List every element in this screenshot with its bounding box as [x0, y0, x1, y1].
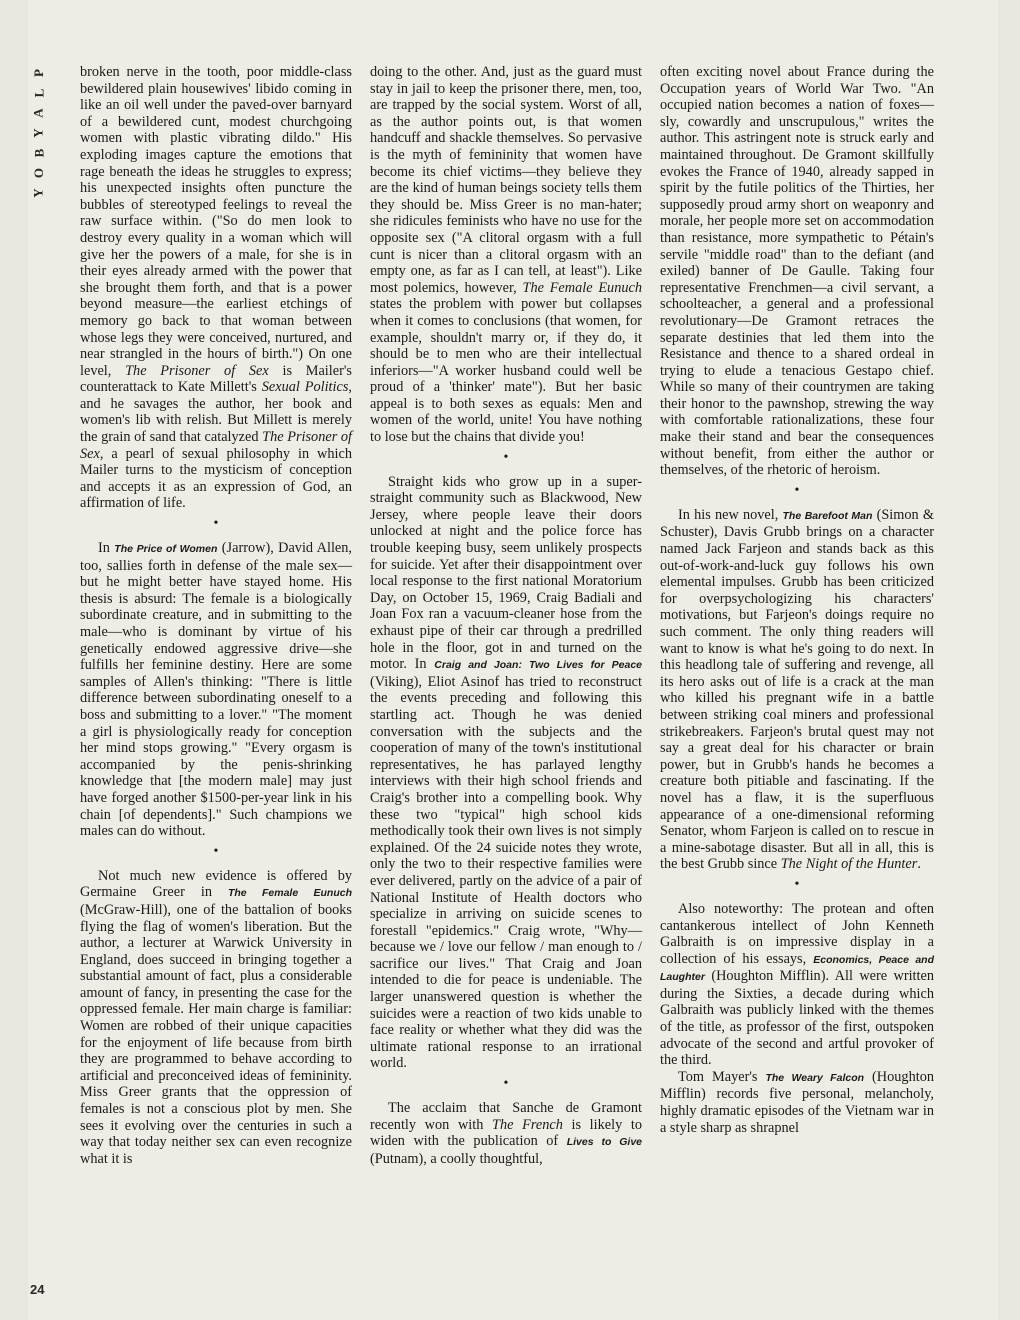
masthead-letter: Y — [30, 188, 46, 198]
paragraph: broken nerve in the tooth, poor middle-class bewildered plain housewives' libido coming in like an oil well under the paved-over barnyard of a bewildered cunt, modest churchgoing women with plastic vibrating dildo." His exploding images capture the emotions that rage beneath the ideas he struggles to express; his unexpected insights often puncture the bubbles of stereotyped feelings to reveal the raw surface within. ("So do men look to destroy every quality in a woman which will give her the powers of a male, for she is in their eyes already armed with the power that she brought them forth, and that is a power beyond measure—the earliest etchings of memory go back to that woman between whose legs they were conceived, nurtured, and near strangled in the hours of birth.") On one level, The Prisoner of Sex is Mailer's counterattack to Kate Millett's Sexual Politics, and he savages the author, her book and women's lib with relish. But Millett is merely the grain of sand that catalyzed The Prisoner of Sex, a pearl of sexual philosophy in which Mailer turns to the mysticism of conception and accepts it as an expression of God, an affirmation of life. — [80, 64, 353, 512]
masthead-letter: P — [30, 69, 46, 77]
book-title: Economics, Peace and Laughter — [660, 953, 934, 984]
text-column-1 — [80, 64, 352, 1167]
book-title: The Barefoot Man — [782, 509, 873, 522]
paragraph: Also noteworthy: The protean and often cantankerous intellect of John Kenneth Galbraith is on impressive display in a collection of his essays, Economics, Peace and Laughter (Houghton Mifflin). All were written during the Sixties, a decade during which Galbraith was publicly linked with the themes of the title, as professor of the first, outspoken advocate of the second and artful provoker of the third. — [660, 900, 934, 1069]
book-title: The Female Eunuch — [227, 887, 352, 900]
paragraph: In his new novel, The Barefoot Man (Simon & Schuster), Davis Grubb brings on a character named Jack Farjeon and stands back as this out-of-work-and-luck guy follows his own elemental impulses. Grubb has been criticized for overpsychologizing his characters' motivations, but Farjeon's doings require no such comment. The only thing readers will want to know is what he's going to do next. In this headlong tale of suffering and revenge, all its hero asks out of life is a crack at the man who killed his pregnant wife in a battle between striking coal miners and professional strikebreakers. Farjeon's brutal quest may not say a great deal for his character or brain power, but in Grubb's hands he becomes a creature both pitiable and fascinating. If the novel has a flaw, it is the superfluous appearance of a one-dimensional reforming Senator, whom Farjeon is called on to rescue in a mine-sabotage disaster. But all in all, this is the best Grubb since The Night of the Hunter. — [660, 506, 935, 873]
book-title: Lives to Give — [566, 1136, 642, 1149]
text-column-2 — [370, 64, 642, 1167]
paragraph: Not much new evidence is offered by Germaine Greer in The Female Eunuch (McGraw-Hill), one of the battalion of books flying the flag of women's liberation. But the author, a lecturer at Warwick University in England, does succeed in bringing together a substantial amount of fact, plus a considerable amount of fancy, in presenting the case for the oppressed female. Her main charge is familiar: Women are robbed of their unique capacities for the enjoyment of life because from birth they are programmed to behave according to artificial and preconceived ideas of femininity. Miss Greer grants that the oppression of females is not a conscious plot by men. She sees it evolving over the centuries in such a way that today neither sex can even recognize what it is — [80, 867, 352, 1167]
section-separator: • — [794, 876, 800, 892]
section-separator: • — [503, 449, 509, 465]
masthead-letter: O — [31, 167, 46, 179]
section-separator: • — [794, 482, 800, 498]
text-column-3 — [660, 64, 934, 1136]
book-title: The Night of the Hunter — [780, 856, 918, 873]
paragraph: The acclaim that Sanche de Gramont recently won with The French is likely to widen with the publication of Lives to Give (Putnam), a coolly thoughtful, — [370, 1100, 642, 1167]
book-title: The French — [492, 1116, 563, 1133]
book-title: The Weary Falcon — [765, 1071, 865, 1084]
paragraph: In The Price of Women (Jarrow), David Allen, too, sallies forth in defense of the male sex—but he might better have stayed home. His thesis is absurd: The female is a biologically subordinate creature, and in submitting to the male—who is dominant by virtue of his genetically endowed aggressive drive—she fulfills her feminine destiny. Here are some samples of Allen's thinking: "There is little difference between subordinating oneself to a boss and submitting to a lover." "The moment a girl is physiologically ready for conception her mind stops growing." "Every orgasm is accompanied by the penis-shrinking knowledge that [the modern male] may just have forged another $1500-per-year link in his chain [of dependents]." Such champions we males can do without. — [80, 540, 352, 840]
book-title: Craig and Joan: Two Lives for Peace — [434, 659, 643, 672]
book-title: The Prisoner of Sex — [125, 362, 269, 379]
paragraph: doing to the other. And, just as the guard must stay in jail to keep the prisoner there, men, too, are trapped by the social system. Worst of all, as the author points out, is that women handcuff and shackle themselves. So pervasive is the myth of femininity that women have become its chief victims—they believe they are the kind of human beings society tells them they should be. Miss Greer is no man-hater; she ridicules feminists who have no use for the opposite sex ("A clitoral orgasm with a full cunt is nicer than a clitoral orgasm with an empty one, as far as I can tell, at least"). Like most polemics, however, The Female Eunuch states the problem with power but collapses when it comes to conclusions (that women, for example, shouldn't marry or, if they do, it should be to men who are their intellectual inferiors—"A worker husband could well be proud of a 'thinker' mate"). But her basic appeal is to both sexes as equals: Men and women of the world, unite! You have nothing to lose but the chains that divide you! — [370, 64, 642, 446]
page-number: 24 — [30, 1282, 45, 1297]
book-title: The Female Eunuch — [522, 279, 642, 296]
paragraph: often exciting novel about France during the Occupation years of World War Two. "An occupied nation becomes a nation of foxes—sly, cowardly and unscrupulous," writes the author. This astringent note is struck early and maintained throughout. De Gramont skillfully evokes the France of 1940, already sapped in spirit by the futile politics of the Thirties, her supposedly proud army short on weaponry and morale, her people more set on accommodation than resistance, more sympathetic to Pétain's servile "middle road" than to the defiant (and exiled) banner of De Gaulle. Taking four representative Frenchmen—a civil servant, a schoolteacher, a general and a professional revolutionary—De Gramont retraces the separate destinies that led them into the Resistance and thence to a shared ordeal in trying to elude a tenacious Gestapo chief. While so many of their countrymen are taking their honor to the pawnshop, strewing the way with comfortable rationalizations, these four make their stand and bear the consequences without benefit, from either the author or themselves, of the rhetoric of heroism. — [660, 64, 934, 479]
book-title: The Prisoner of Sex — [80, 429, 352, 462]
masthead-letter: A — [30, 108, 46, 118]
book-title: Sexual Politics — [261, 379, 349, 396]
section-separator: • — [213, 516, 219, 532]
section-separator: • — [503, 1076, 509, 1092]
masthead-letter: L — [30, 88, 46, 98]
section-separator: • — [213, 843, 219, 859]
paragraph: Straight kids who grow up in a super-straight community such as Blackwood, New Jersey, where people leave their doors unlocked at night and the police force has trouble keeping busy, seem unlikely prospects for suicide. Yet after their disappointment over local response to the first national Moratorium Day, on October 15, 1969, Craig Badiali and Joan Fox ran a vacuum-cleaner hose from the exhaust pipe of their car through a predrilled hole in the floor, got in and turned on the motor. In Craig and Joan: Two Lives for Peace (Viking), Eliot Asinof has tried to reconstruct the events preceding and following this startling act. Though he was denied conversation with the subjects and the cooperation of many of the town's institutional representatives, he has parlayed lengthy interviews with their high school friends and Craig's brother into a compelling book. Why these two "typical" high school kids methodically took their own lives is not simply explained. Of the 24 suicide notes they wrote, only the two to their respective families were ever delivered, partly on the advice of a pair of National Institute of Health doctors who specialize in arriving on suicide scenes to forestall "epidemics." Craig wrote, "Why—because we / love our fellow / man enough to / sacrifice our lives." That Craig and Joan intended to die for peace is undeniable. The larger unanswered question is whether the suicides were a reaction of two kids unable to face reality or whether what they did was the ultimate rational response to an irrational world. — [370, 473, 643, 1072]
masthead-letter: B — [30, 148, 46, 158]
paragraph: Tom Mayer's The Weary Falcon (Houghton Mifflin) records five personal, melancholy, highly dramatic episodes of the Vietnam war in a style sharp as shrapnel — [660, 1068, 934, 1136]
book-title: The Price of Women — [114, 543, 218, 556]
magazine-masthead — [28, 66, 50, 200]
masthead-letter: Y — [30, 128, 46, 138]
